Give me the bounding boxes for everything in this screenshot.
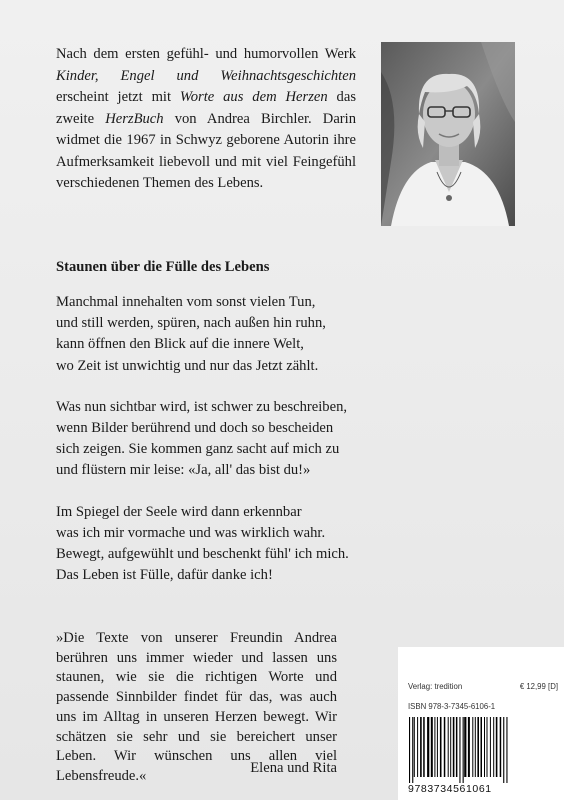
publisher-price-line [408, 682, 558, 691]
poem-line: wo Zeit ist unwichtig und nur das Jetzt zählt. [56, 357, 319, 374]
poem-line: Bewegt, aufgewühlt und beschenkt fühl' ich mich. [56, 546, 349, 563]
poem-line: Was nun sichtbar wird, ist schwer zu beschreiben, [56, 398, 348, 415]
barcode-bar [477, 717, 479, 777]
barcode-bar [423, 717, 425, 777]
book-title-2: Worte aus dem Herzen [179, 89, 328, 105]
barcode-bar [493, 717, 494, 777]
poem-line: und still werden, spüren, nach außen hin ruhn, [56, 315, 326, 332]
barcode-bar [453, 717, 455, 777]
barcode-bar [496, 717, 498, 777]
barcode-bar [431, 717, 433, 777]
barcode-bar [448, 717, 449, 777]
poem-stanza-2 [56, 397, 376, 482]
barcode-bar [437, 717, 438, 777]
poem-line: sich zeigen. Sie kommen ganz sacht auf mich zu [56, 441, 340, 458]
barcode-bar [475, 717, 476, 777]
poem-line: Im Spiegel der Seele wird dann erkennbar [56, 503, 302, 520]
testimonial-quote: »Die Texte von unserer Freundin Andrea berühren uns immer wieder und lassen uns staunen, wie sie die richtigen Worte und passende Sinnbilder findet für das, was auch uns im Alltag in unseren Herzen bewegt. Wir schätzen sie sehr und sie bereichert unser Leben. Wir wünschen uns allen viel Lebensfreude.« [56, 630, 337, 784]
isbn-label: ISBN 978-3-7345-6106-1 [408, 702, 496, 711]
poem-line: Manchmal innehalten vom sonst vielen Tun, [56, 294, 316, 310]
barcode-bar [481, 717, 483, 777]
poem-line: kann öffnen den Blick auf die innere Welt, [56, 336, 304, 353]
author-portrait-image [381, 42, 515, 226]
barcode-number: 9783734561061 [408, 783, 492, 795]
barcode-bar [440, 717, 442, 777]
testimonial-signature: Elena und Rita [250, 760, 337, 776]
poem [56, 292, 376, 606]
barcode-bar [472, 717, 473, 777]
barcode-bar [490, 717, 491, 777]
barcode-bar [500, 717, 502, 777]
barcode-guard-bar [459, 717, 460, 783]
barcode-guard-bar [463, 717, 464, 783]
poem-stanza-1 [56, 292, 376, 377]
isbn-barcode [408, 717, 558, 783]
barcode-bar [427, 717, 429, 777]
barcode-bar [464, 717, 466, 777]
barcode-bar [444, 717, 446, 777]
poem-line: was ich mir vormache und was wirklich wahr. [56, 524, 326, 541]
barcode-bar [417, 717, 418, 777]
book-title-1: Kinder, Engel und Weihnachtsgeschichten [56, 67, 356, 84]
barcode-bar [414, 717, 415, 777]
poem-line: Das Leben ist Fülle, dafür danke ich! [56, 567, 273, 584]
barcode-bar [484, 717, 485, 777]
barcode-bar [434, 717, 435, 777]
barcode-bar [420, 717, 422, 777]
barcode-bar [456, 717, 458, 777]
barcode-bar [468, 717, 470, 777]
barcode-guard-bar [503, 717, 504, 783]
publisher-label: Verlag: tredition [408, 682, 463, 691]
barcode-bar [450, 717, 451, 777]
barcode-guard-bar [506, 717, 507, 783]
barcode-guard-bar [412, 717, 413, 783]
poem-line: wenn Bilder berührend und doch so bescheiden [56, 420, 334, 437]
book-series-name: HerzBuch [105, 110, 164, 127]
barcode-guard-bar [409, 717, 410, 783]
poem-title: Staunen über die Fülle des Lebens [56, 259, 270, 275]
poem-line: und flüstern mir leise: «Ja, all' das bist du!» [56, 462, 311, 479]
author-intro: Nach dem ersten gefühl- und humorvollen Werk Kinder, Engel und Weihnachtsgeschichten erscheint jetzt mit Worte aus dem Herzen das zweite HerzBuch von Andrea Birchler. Darin widmet die 1967 in Schwyz geborene Autorin ihre Aufmerksamkeit liebevoll und mit viel Feingefühl verschiedenen Themen des Lebens. [56, 46, 357, 191]
barcode-bar [487, 717, 488, 777]
poem-stanza-3 [56, 502, 376, 587]
barcode-panel [398, 647, 564, 800]
price-label: € 12,99 [D] [519, 682, 558, 691]
author-photo [381, 42, 515, 226]
